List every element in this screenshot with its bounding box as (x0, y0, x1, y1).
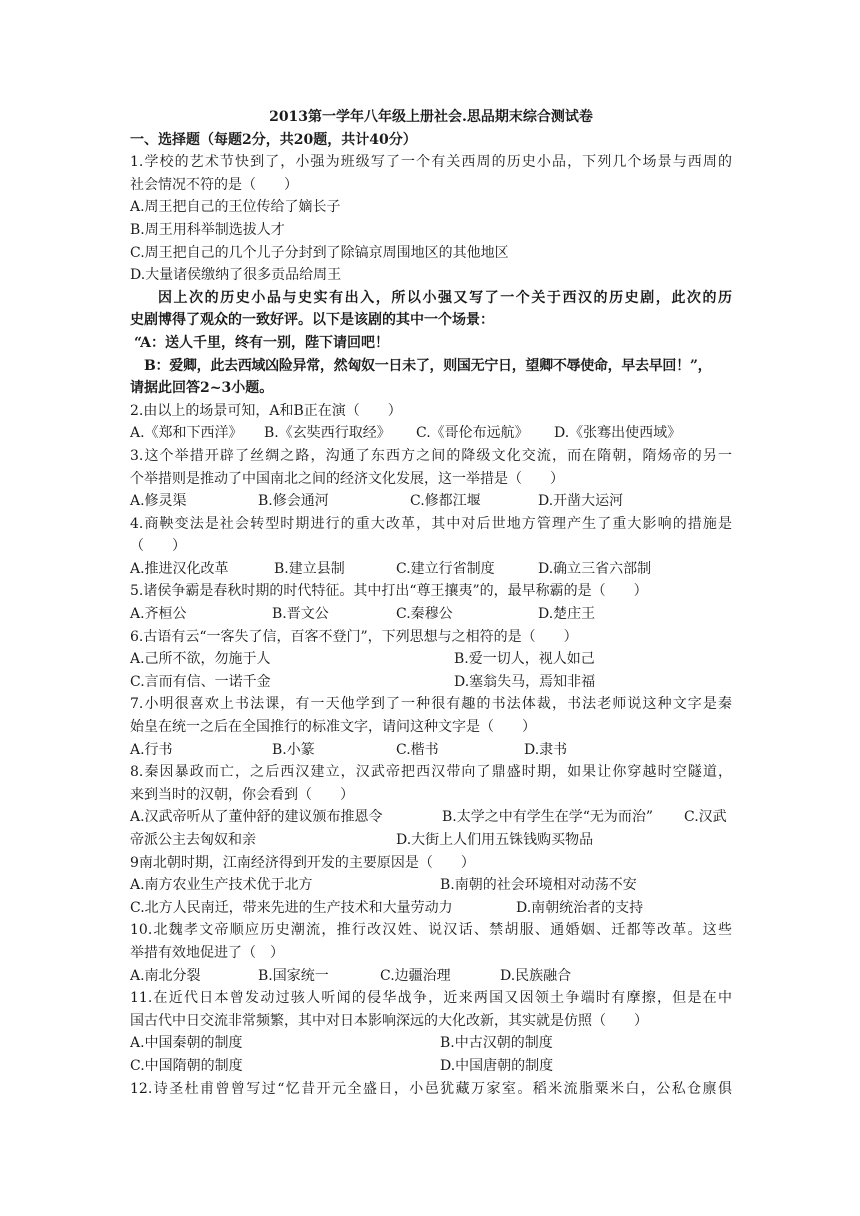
question-11-option-b: B.中古汉朝的制度 (440, 1035, 553, 1052)
question-3-stem-line-2: 个举措则是推动了中国南北之间的经济文化发展，这一举措是（ ） (130, 470, 564, 487)
question-8-stem-line-1: 8.秦因暴政而亡，之后西汉建立，汉武帝把西汉带向了鼎盛时期，如果让你穿越时空隧道， (130, 764, 732, 781)
question-7-stem-line-2: 始皇在统一之后在全国推行的标准文字，请问这种文字是（ ） (130, 719, 536, 736)
question-6-option-d: D.塞翁失马，焉知非福 (454, 673, 596, 690)
question-10-option-c: C.边疆治理 (380, 967, 451, 984)
question-5-option-c: C.秦穆公 (396, 606, 453, 623)
question-9-options-ab (130, 874, 732, 897)
question-9-options-cd (130, 897, 732, 920)
question-1-stem-line-2: 社会情况不符的是（ ） (130, 176, 298, 193)
question-7-options (130, 739, 732, 762)
question-11-options-cd (130, 1055, 732, 1078)
question-4-stem-line-2: （ ） (130, 538, 186, 555)
question-3-options (130, 490, 732, 513)
question-7-option-d: D.隶书 (524, 741, 568, 758)
passage-line-3: “A：送人千里，终有一别，陛下请回吧！ (134, 334, 389, 351)
question-6-option-b: B.爱一切人，视人如己 (454, 651, 595, 668)
question-9-option-b: B.南朝的社会环境相对动荡不安 (440, 877, 637, 894)
question-10-option-b: B.国家统一 (258, 967, 329, 984)
question-6-stem: 6.古语有云“一客失了信，百客不登门”，下列思想与之相符的是（ ） (130, 628, 578, 645)
question-2-options (130, 422, 732, 445)
question-10-option-a: A.南北分裂 (130, 967, 201, 984)
question-3-option-c: C.修都江堰 (410, 493, 481, 510)
question-2-option-a: A.《郑和下西洋》 (130, 425, 243, 442)
question-4-option-d: D.确立三省六部制 (538, 560, 652, 577)
question-6-options-cd (130, 671, 732, 694)
question-1-option-a: A.周王把自己的王位传给了嫡长子 (130, 199, 341, 216)
question-8-stem-line-2: 来到当时的汉朝，你会看到（ ） (130, 786, 354, 803)
section-header: 一、选择题（每题2分，共20题，共计40分） (130, 131, 417, 148)
question-8-option-c-end: 帝派公主去匈奴和亲 (130, 832, 256, 848)
question-1-stem-line-1: 1.学校的艺术节快到了，小强为班级写了一个有关西周的历史小品，下列几个场景与西周的 (130, 154, 732, 171)
question-11-options-ab (130, 1032, 732, 1055)
question-5-options (130, 603, 732, 626)
question-11-stem-line-2: 国古代中日交流非常频繁，其中对日本影响深远的大化改新，其实就是仿照（ ） (130, 1012, 648, 1029)
question-6-options-ab (130, 648, 732, 671)
passage-line-4: B：爱卿，此去西域凶险异常，然匈奴一日未了，则国无宁日，望卿不辱使命，早去早回！”， (144, 357, 712, 374)
question-3-option-a: A.修灵渠 (130, 493, 187, 510)
passage-line-1: 因上次的历史小品与史实有出入，所以小强又写了一个关于西汉的历史剧，此次的历 (158, 289, 732, 306)
question-8-options-cd (130, 829, 732, 852)
question-4-option-c: C.建立行省制度 (396, 560, 495, 577)
question-7-option-a: A.行书 (130, 741, 173, 758)
passage-line-2: 史剧博得了观众的一致好评。以下是该剧的其中一个场景： (130, 312, 494, 329)
question-8-option-d: D.大街上人们用五铢钱购买物品 (396, 832, 594, 848)
question-7-option-b: B.小篆 (272, 741, 315, 758)
question-5-option-d: D.楚庄王 (538, 606, 596, 623)
question-9-stem: 9南北朝时期，江南经济得到开发的主要原因是（ ） (130, 854, 475, 871)
question-7-option-c: C.楷书 (396, 741, 439, 758)
question-9-option-c: C.北方人民南迁，带来先进的生产技术和大量劳动力 (130, 899, 453, 916)
question-4-stem-line-1: 4.商鞅变法是社会转型时期进行的重大改革，其中对后世地方管理产生了重大影响的措施是 (130, 515, 732, 532)
question-2-option-c: C.《哥伦布远航》 (416, 425, 529, 442)
question-6-option-c: C.言而有信、一诺千金 (130, 673, 271, 690)
question-11-option-d: D.中国唐朝的制度 (440, 1057, 554, 1074)
question-11-option-a: A.中国秦朝的制度 (130, 1035, 243, 1052)
question-6-option-a: A.己所不欲，勿施于人 (130, 651, 271, 668)
question-3-option-d: D.开凿大运河 (538, 493, 624, 510)
question-5-stem: 5.诸侯争霸是春秋时期的时代特征。其中打出“尊王攘夷”的，最早称霸的是（ ） (130, 583, 648, 600)
question-1-option-d: D.大量诸侯缴纳了很多贡品给周王 (130, 267, 342, 284)
question-11-stem-line-1: 11.在近代日本曾发动过骇人听闻的侵华战争，近来两国又因领土争端时有摩擦，但是在中 (130, 990, 732, 1007)
question-9-option-a: A.南方农业生产技术优于北方 (130, 877, 313, 894)
question-3-stem-line-1: 3.这个举措开辟了丝绸之路，沟通了东西方之间的降级文化交流，而在隋朝，隋炀帝的另一 (130, 447, 732, 464)
question-12-stem-line-1: 12.诗圣杜甫曾曾写过“忆昔开元全盛日，小邑犹藏万家室。稻米流脂粟米白，公私仓廪俱 (130, 1080, 732, 1097)
question-3-option-b: B.修会通河 (258, 493, 329, 510)
question-8-option-a: A.汉武帝听从了董仲舒的建议颁布推恩令 (130, 809, 383, 826)
question-8-option-b: B.太学之中有学生在学“无为而治” (442, 809, 654, 826)
question-2-option-b: B.《玄奘西行取经》 (264, 425, 391, 442)
question-1-option-c: C.周王把自己的几个儿子分封到了除镐京周围地区的其他地区 (130, 244, 509, 261)
question-7-stem-line-1: 7.小明很喜欢上书法课，有一天他学到了一种很有趣的书法体裁，书法老师说这种文字是秦 (130, 696, 732, 713)
question-8-option-c-start: C.汉武 (684, 809, 727, 826)
question-5-option-a: A.齐桓公 (130, 606, 187, 623)
question-10-stem-line-1: 10.北魏孝文帝顺应历史潮流，推行改汉姓、说汉话、禁胡服、通婚姻、迁都等改革。这些 (130, 922, 732, 939)
question-10-option-d: D.民族融合 (500, 967, 572, 984)
exam-title: 2013第一学年八年级上册社会.思品期末综合测试卷 (269, 109, 593, 125)
question-10-stem-line-2: 举措有效地促进了（ ） (130, 944, 284, 961)
question-10-options (130, 965, 732, 988)
question-9-option-d: D.南朝统治者的支持 (516, 899, 644, 916)
question-4-option-a: A.推进汉化改革 (130, 560, 229, 577)
question-1-option-b: B.周王用科举制选拔人才 (130, 221, 285, 238)
exam-content (130, 106, 732, 1100)
question-2-stem: 2.由以上的场景可知，A和B正在演（ ） (130, 402, 402, 419)
question-8-options-abc (130, 806, 732, 829)
question-11-option-c: C.中国隋朝的制度 (130, 1057, 243, 1074)
question-2-option-d: D.《张骞出使西域》 (554, 425, 682, 442)
question-5-option-b: B.晋文公 (272, 606, 329, 623)
question-4-options (130, 558, 732, 581)
passage-line-5: 请据此回答2~3小题。 (130, 380, 274, 397)
question-4-option-b: B.建立县制 (274, 560, 345, 577)
